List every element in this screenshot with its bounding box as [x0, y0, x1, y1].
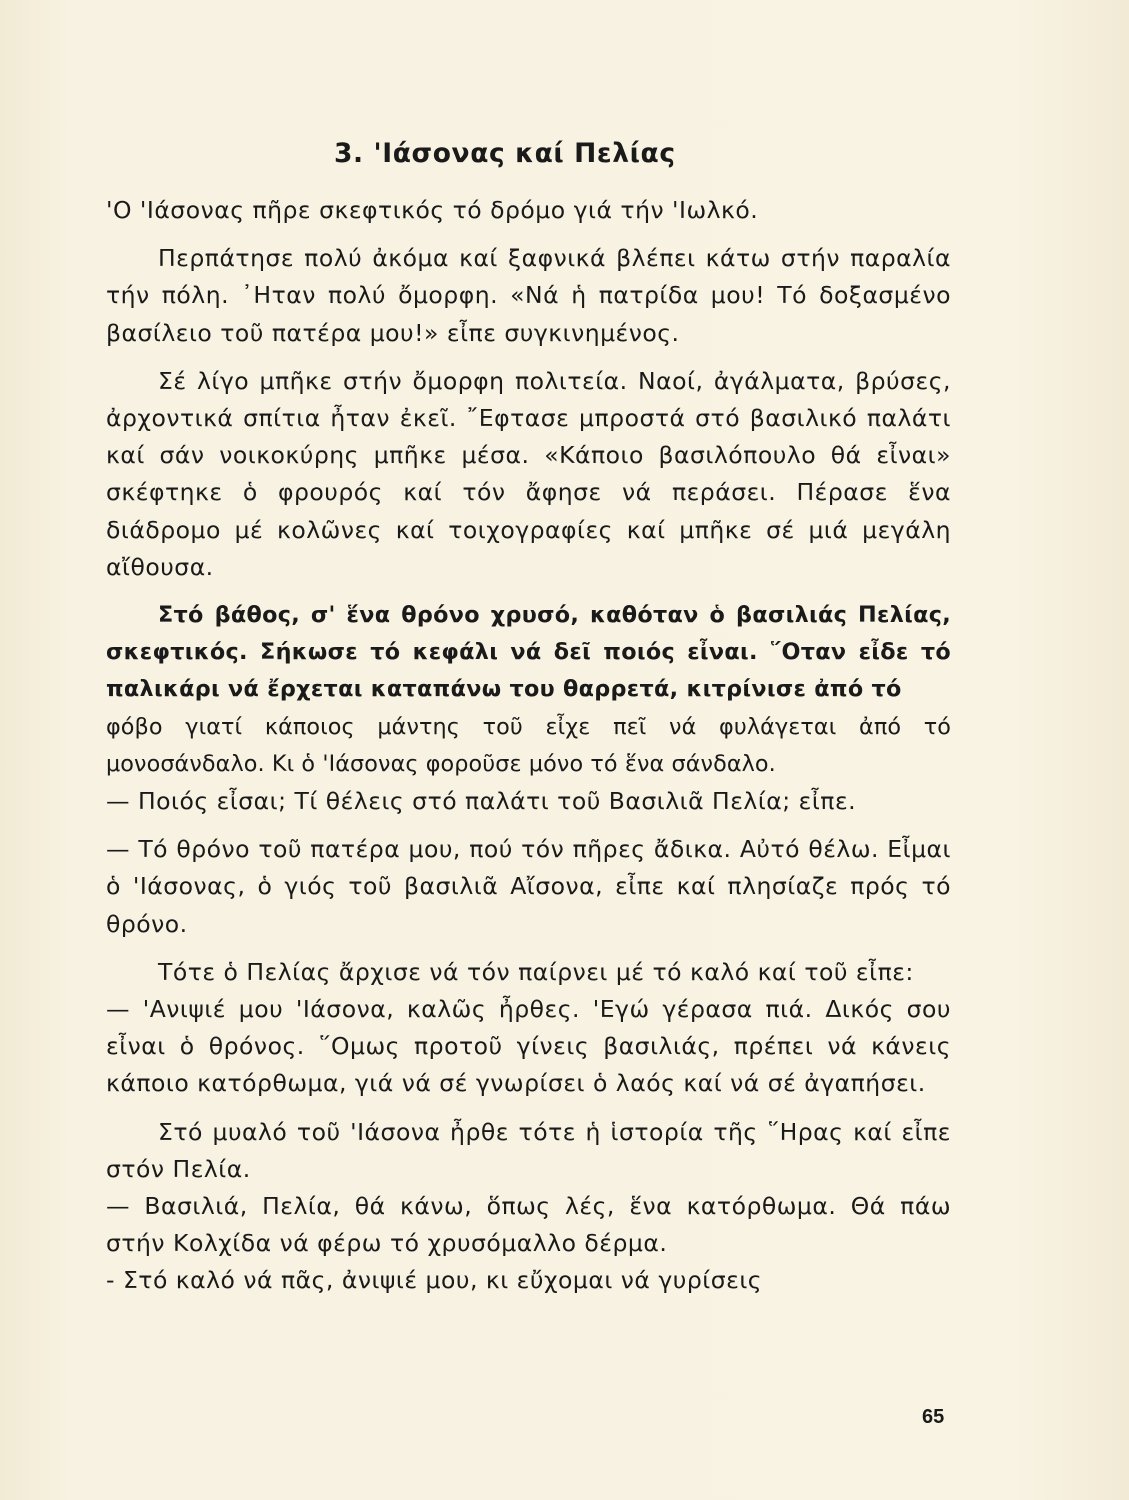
paragraph-6: Τότε ὁ Πελίας ἄρχισε νά τόν παίρνει μέ τό καλό καί τοῦ εἶπε: [158, 957, 914, 986]
paragraph-1: 'Ο 'Ιάσονας πῆρε σκεφτικός τό δρόμο γιά τήν 'Ιωλκό. [106, 196, 759, 224]
dialogue-1: — Ποιός εἶσαι; Τί θέλεις στό παλάτι τοῦ Βασιλιᾶ Πελία; εἶπε. [106, 787, 857, 816]
paragraph-5: φόβο γιατί κάποιος μάντης τοῦ εἶχε πεῖ νά φυλάγεται ἀπό τό μονοσάνδαλο. Κι ὁ 'Ιάσονας φοροῦσε μόνο τό ἕνα σάνδαλο. [106, 713, 951, 777]
paragraph-7: Στό μυαλό τοῦ 'Ιάσονα ἦρθε τότε ἡ ἱστορία τῆς ῞Ηρας καί εἶπε στόν Πελία. [106, 1117, 951, 1183]
page-text-block [106, 128, 951, 1300]
paragraph-2: Περπάτησε πολύ ἀκόμα καί ξαφνικά βλέπει κάτω στήν παραλία τήν πόλη. ᾿Ηταν πολύ ὄμορφη. «Νά ἡ πατρίδα μου! Τό δοξασμένο βασίλειο τοῦ πατέρα μου!» εἶπε συγκινημένος. [106, 244, 951, 347]
chapter-title: 3. 'Ιάσονας καί Πελίας [334, 138, 676, 169]
paragraph-4: Στό βάθος, σ' ἕνα θρόνο χρυσό, καθόταν ὁ βασιλιάς Πελίας, σκεφτικός. Σήκωσε τό κεφάλι νά δεῖ ποιός εἶναι. ῞Οταν εἶδε τό παλικάρι νά ἔρχεται καταπάνω του θαρρετά, κιτρίνισε ἀπό τό [106, 602, 951, 703]
dialogue-2: — Τό θρόνο τοῦ πατέρα μου, πού τόν πῆρες ἄδικα. Αὐτό θέλω. Εἶμαι ὁ 'Ιάσονας, ὁ γιός τοῦ βασιλιᾶ Αἴσονα, εἶπε καί πλησίαζε πρός τό θρόνο. [106, 835, 951, 938]
dialogue-4: — Βασιλιά, Πελία, θά κάνω, ὅπως λές, ἕνα κατόρθωμα. Θά πάω στήν Κολχίδα νά φέρω τό χρυσόμαλλο δέρμα. [106, 1192, 951, 1258]
paragraph-3: Σέ λίγο μπῆκε στήν ὄμορφη πολιτεία. Ναοί, ἀγάλματα, βρύσες, ἀρχοντικά σπίτια ἦταν ἐκεῖ. ῎Εφτασε μπροστά στό βασιλικό παλάτι καί σάν νοικοκύρης μπῆκε μέσα. «Κάποιο βασιλόπουλο θά εἶναι» σκέφτηκε ὁ φρουρός καί τόν ἄφησε νά περάσει. Πέρασε ἕνα διάδρομο μέ κολῶνες καί τοιχογραφίες καί μπῆκε σέ μιά μεγάλη αἴθουσα. [106, 366, 951, 581]
dialogue-3: — 'Ανιψιέ μου 'Ιάσονα, καλῶς ἦρθες. 'Εγώ γέρασα πιά. Δικός σου εἶναι ὁ θρόνος. ῞Ομως προτοῦ γίνεις βασιλιάς, πρέπει νά κάνεις κάποιο κατόρθωμα, γιά νά σέ γνωρίσει ὁ λαός καί νά σέ ἀγαπήσει. [106, 995, 951, 1098]
page-number: 65 [922, 1406, 945, 1428]
dialogue-5: - Στό καλό νά πᾶς, ἀνιψιέ μου, κι εὔχομαι νά γυρίσεις [106, 1266, 763, 1295]
